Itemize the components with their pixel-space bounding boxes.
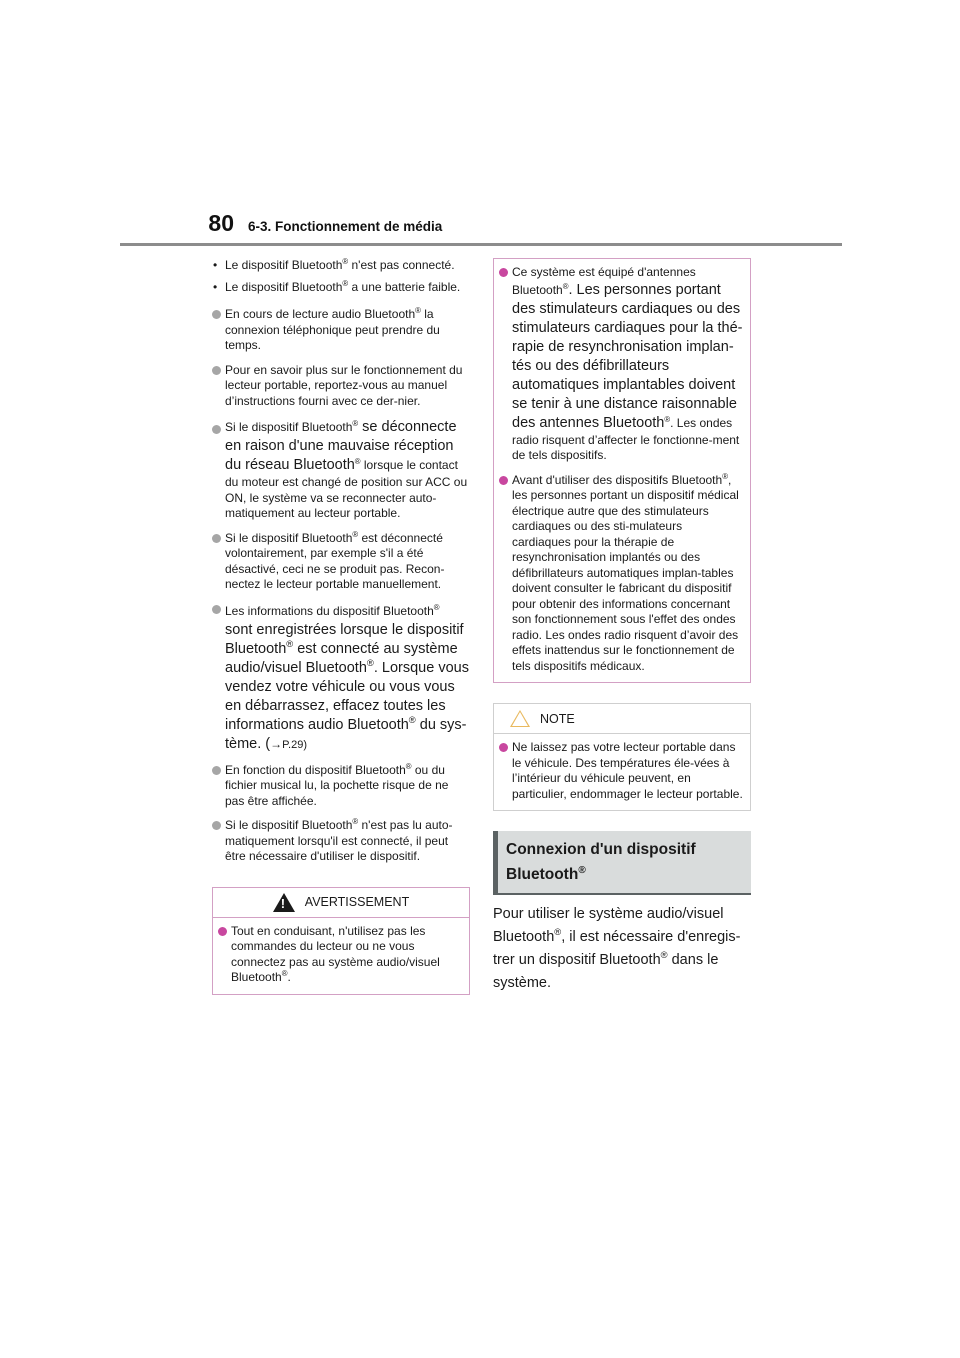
text: n'est pas lu auto-matiquement lorsqu'il est connecté, il peut être nécessaire d'utiliser le dispositif.: [225, 818, 453, 863]
list-item: [499, 265, 744, 464]
text: , les personnes portant un dispositif médical électrique autre que des stimulateurs cardiaques ou des sti-mulateurs cardiaques pour la thérapie de resynchronisation implantés ou des défibrillateurs automatiques implan-tables doivent consulter le fabricant du dispositif pour obtenir des informations concernant son fonctionnement sous l'effet des ondes radio. Les ondes radio risquent d’avoir des effets inattendus sur le fonctionnement de tels dispositifs médicaux.: [512, 472, 739, 673]
arrow-right-icon: →: [270, 736, 283, 751]
warning-title: AVERTISSEMENT: [304, 895, 410, 909]
body-paragraph: [493, 903, 751, 995]
text: dans le système.: [493, 952, 719, 991]
sub-bullet: [212, 280, 470, 295]
warning-header: [213, 888, 469, 918]
list-item: [212, 531, 470, 593]
text: Ne laissez pas votre lecteur portable dans le véhicule. Des températures éle-vées à l’intérieur du véhicule peuvent, en particulier, endommager le lecteur portable.: [512, 740, 743, 801]
heading-line: [506, 862, 741, 887]
registered-mark: ®: [352, 419, 359, 428]
text: ou du fichier musical lu, la pochette risque de ne pas être affichée.: [225, 762, 449, 808]
text: . Lorsque vous vendez votre véhicule ou vous vous en débarrassez, effacez toutes les informations audio Bluetooth: [225, 659, 469, 733]
registered-mark: ®: [342, 257, 349, 266]
bullet-circle-icon: [212, 366, 221, 375]
bullet-circle-icon: [212, 310, 221, 319]
text: lorsque le contact du moteur est changé de position sur ACC ou ON, le système va se reconnecter auto-matiquement au lecteur portable.: [225, 458, 468, 520]
registered-mark: ®: [286, 637, 294, 649]
text: a une batterie faible.: [348, 280, 461, 294]
warning-continuation-box: [493, 258, 751, 683]
bullet-circle-icon: [499, 476, 508, 485]
header-rule: [120, 243, 842, 246]
registered-mark: ®: [352, 817, 359, 826]
text: En fonction du dispositif Bluetooth: [225, 762, 406, 777]
warning-icon: [273, 893, 295, 912]
text: n'est pas connecté.: [348, 258, 455, 272]
left-column: [212, 258, 470, 1015]
registered-mark: ®: [281, 969, 288, 978]
bullet-circle-icon: [212, 425, 221, 434]
bullet-circle-icon: [212, 821, 221, 830]
list-item: [499, 740, 744, 802]
note-title: NOTE: [540, 711, 575, 726]
list-item: [212, 818, 470, 865]
page-number: 80: [208, 210, 234, 236]
bullet-circle-icon: [212, 766, 221, 775]
text: . Les ondes radio risquent d’affecter le fonctionne-ment de tels dispositifs.: [512, 415, 740, 462]
text: est déconnecté volontairement, par exemple s'il a été désactivé, ceci ne se produit pas. Recon-nectez le lecteur portable manuellement.: [225, 530, 445, 591]
list-item: [499, 473, 744, 675]
text: Si le dispositif Bluetooth: [225, 818, 353, 832]
page-reference[interactable]: P.29): [282, 738, 307, 751]
registered-mark: ®: [408, 713, 416, 725]
registered-mark: ®: [415, 306, 421, 315]
text: Si le dispositif Bluetooth: [225, 530, 353, 545]
registered-mark: ®: [433, 602, 440, 612]
text: Tout en conduisant, n'utilisez pas les commandes du lecteur ou ne vous connectez pas au système audio/visuel Bluetooth: [231, 923, 440, 984]
bullet-dot-icon: •: [213, 258, 218, 272]
registered-mark: ®: [664, 414, 671, 424]
registered-mark: ®: [722, 471, 728, 481]
text: , il est nécessaire d'enregis-trer un dispositif Bluetooth: [493, 929, 741, 968]
text: du sys-tème. (: [225, 716, 467, 752]
heading-line: Connexion d'un dispositif: [506, 841, 696, 858]
bullet-circle-icon: [218, 927, 227, 936]
text: Pour utiliser le système audio/visuel Bluetooth: [493, 906, 724, 945]
text: se déconnecte en raison d'une mauvaise réception du réseau Bluetooth: [225, 419, 457, 473]
list-item: [212, 418, 470, 522]
text: [225, 622, 469, 752]
note-box: [493, 703, 751, 811]
section-title: 6-3. Fonctionnement de média: [248, 219, 443, 234]
text: Ce système est équipé d'antennes Bluetooth: [512, 265, 696, 297]
text: Bluetooth: [506, 866, 579, 883]
warning-box: [212, 887, 470, 995]
sub-bullet: [212, 258, 470, 273]
list-item: [218, 924, 463, 986]
text: Le dispositif Bluetooth: [225, 280, 343, 294]
list-item: [212, 307, 470, 354]
text: est connecté au système audio/visuel Bluetooth: [225, 640, 458, 676]
bullet-dot-icon: •: [213, 280, 218, 294]
registered-mark: ®: [366, 656, 374, 668]
registered-mark: ®: [342, 279, 349, 288]
registered-mark: ®: [578, 864, 586, 876]
text: sont enregistrées lorsque le dispositif Bluetooth: [225, 621, 464, 657]
list-item: [212, 763, 470, 810]
registered-mark: ®: [405, 761, 412, 771]
text: Avant d'utiliser des dispositifs Bluetooth: [512, 472, 723, 487]
bullet-circle-icon: [212, 605, 221, 614]
registered-mark: ®: [554, 926, 562, 938]
section-heading: [493, 831, 751, 895]
text: Si le dispositif Bluetooth: [225, 420, 353, 434]
list-item: [212, 602, 470, 754]
text: Le dispositif Bluetooth: [225, 258, 343, 272]
text: .: [287, 970, 291, 984]
text: Pour en savoir plus sur le fonctionnement du lecteur portable, reportez-vous au manuel d’instructions fourni avec ce der-nier.: [225, 362, 463, 408]
text: En cours de lecture audio Bluetooth: [225, 307, 416, 321]
right-column: [493, 258, 751, 995]
note-header: [494, 704, 750, 734]
text: la connexion téléphonique peut prendre du temps.: [225, 307, 440, 352]
bullet-circle-icon: [212, 534, 221, 543]
caution-icon: [510, 710, 530, 727]
text: . Les personnes portant des stimulateurs cardiaques ou des stimulateurs cardiaques pour la thé-rapie de resynchronisation implan-tés ou des défibrillateurs automatiques implantables doivent se tenir à une distance raisonnable des antennes Bluetooth: [512, 281, 743, 431]
registered-mark: ®: [562, 281, 569, 291]
bullet-circle-icon: [499, 268, 508, 277]
bullet-circle-icon: [499, 743, 508, 752]
registered-mark: ®: [354, 457, 361, 466]
registered-mark: ®: [352, 529, 359, 539]
list-item: [212, 363, 470, 410]
text: Les informations du dispositif Bluetooth: [225, 603, 434, 618]
registered-mark: ®: [660, 949, 668, 961]
